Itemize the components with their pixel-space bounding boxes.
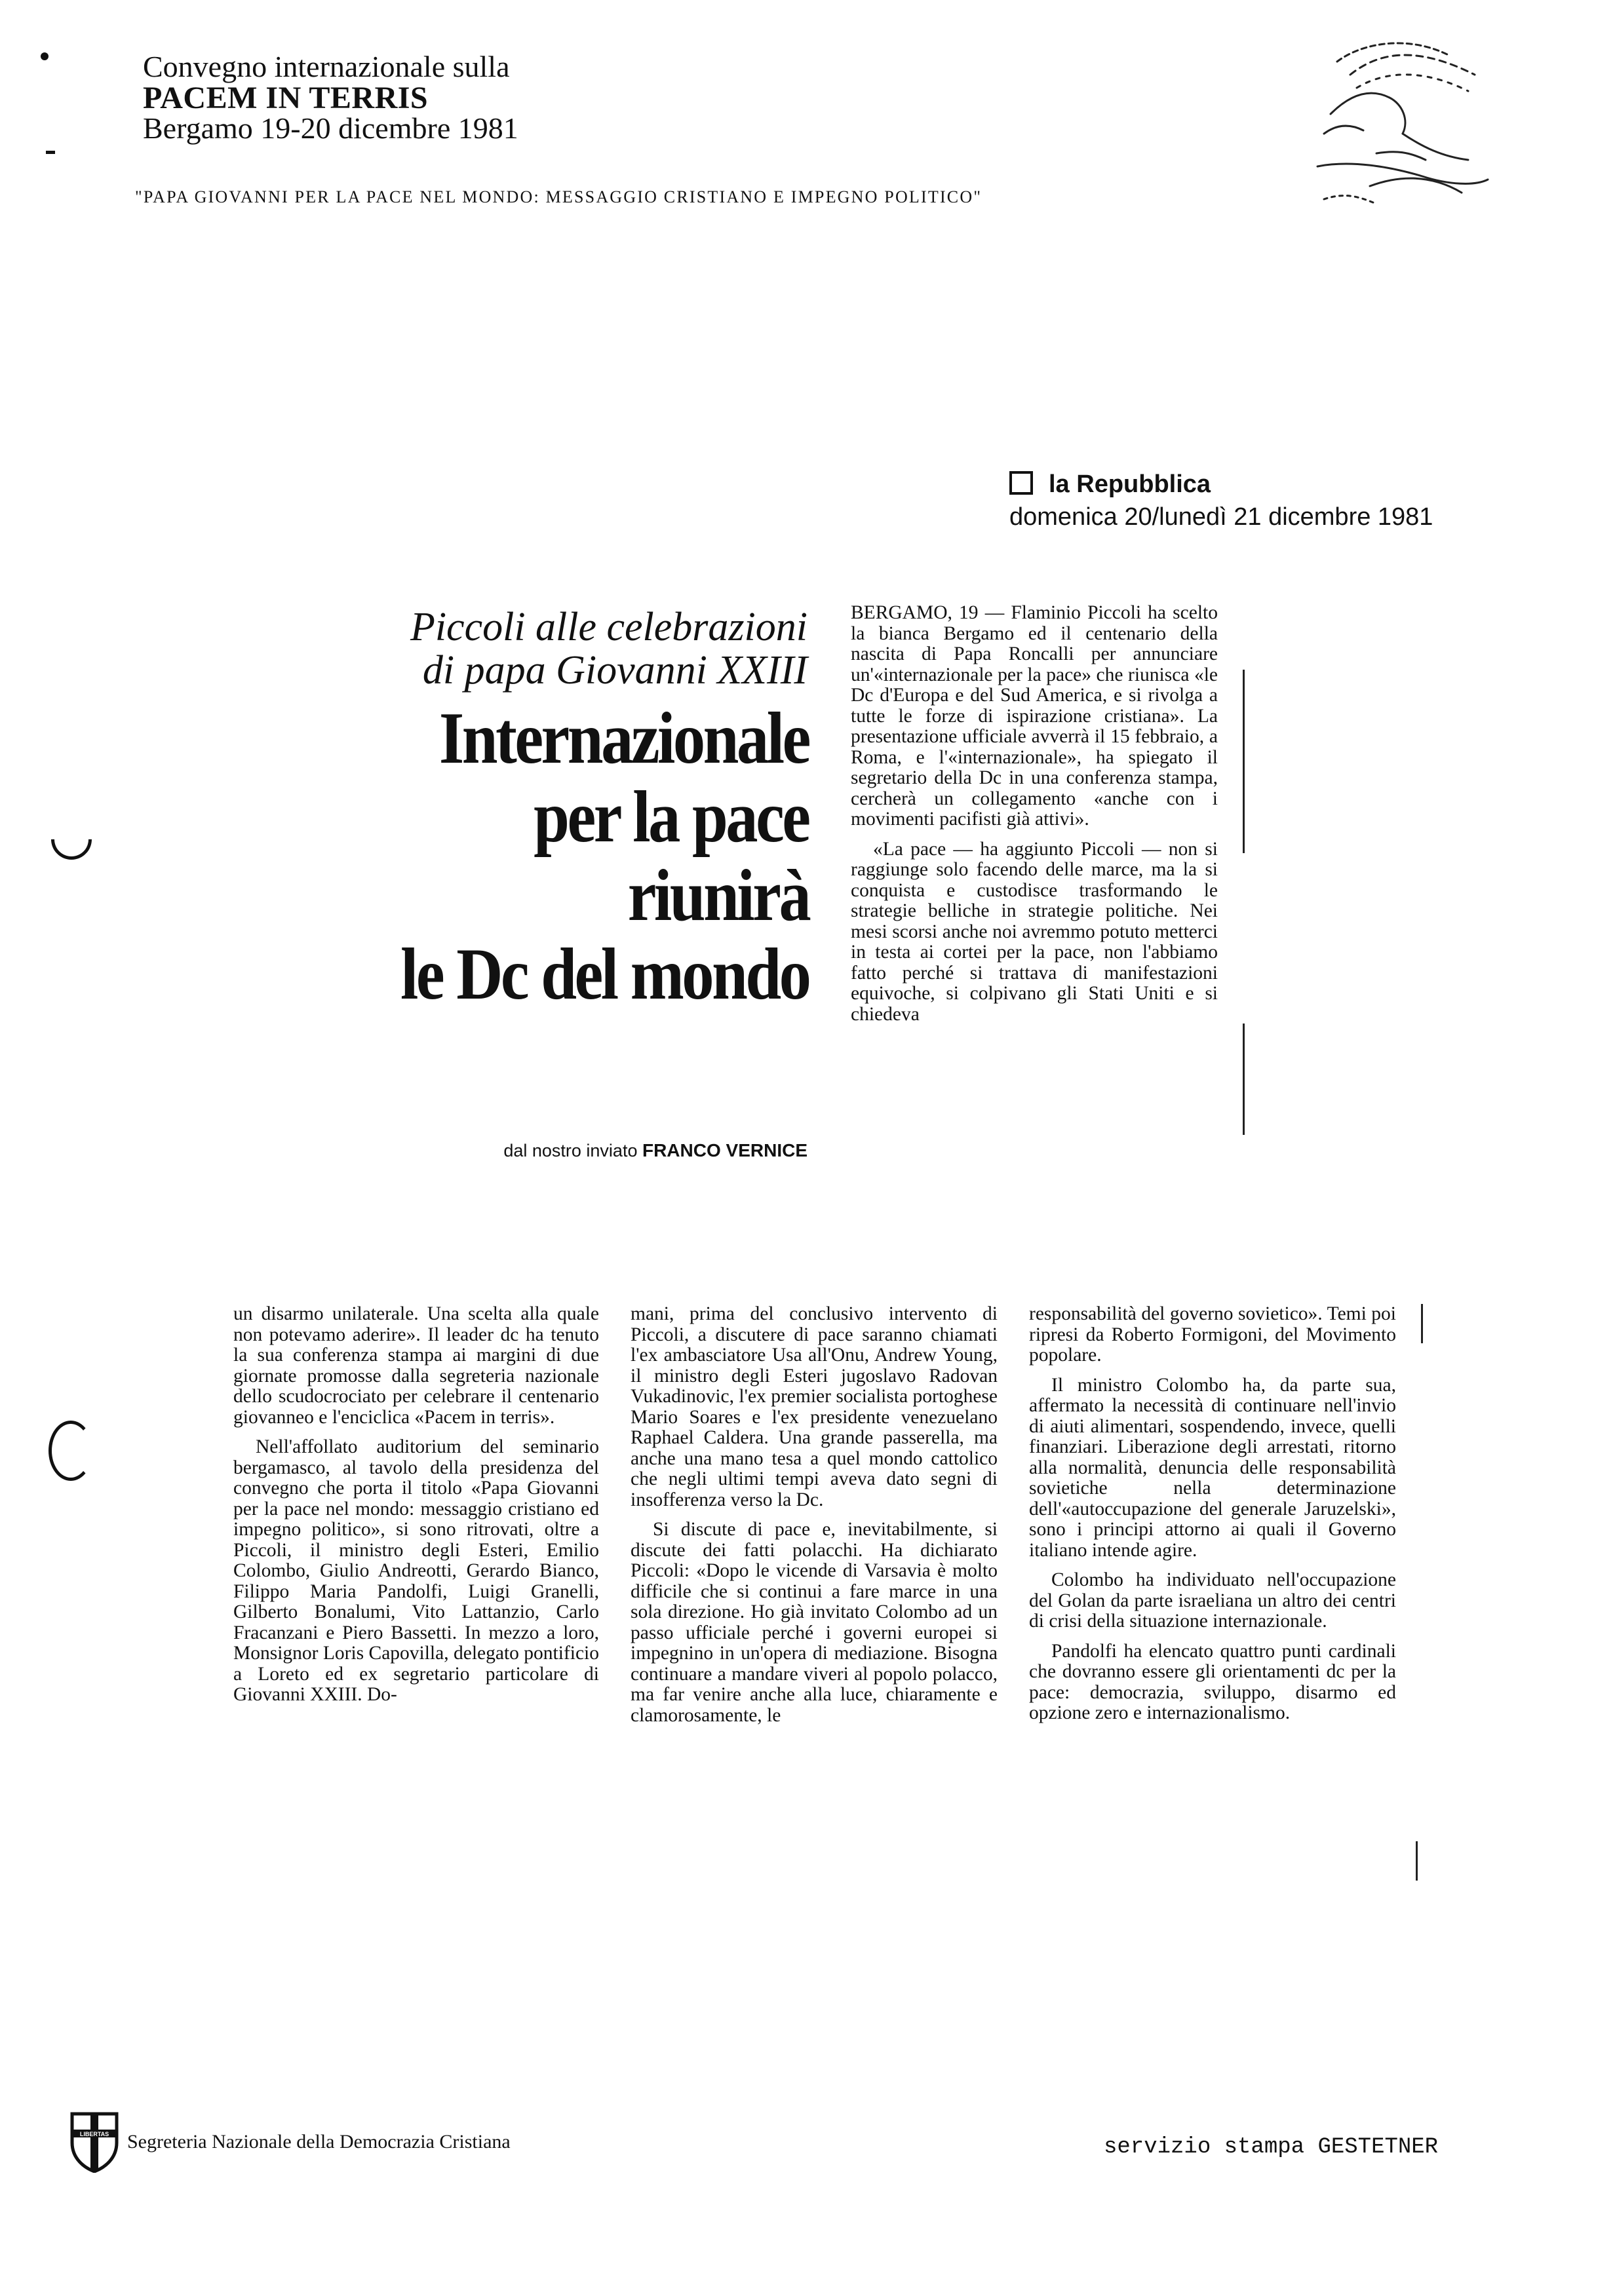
paragraph: Colombo ha individuato nell'occupazione del Golan da parte israeliana un altro dei centri di crisi della situazione internazionale. <box>1029 1569 1396 1632</box>
byline <box>503 1140 808 1161</box>
margin-mark <box>1416 1841 1418 1881</box>
paragraph: un disarmo unilaterale. Una scelta alla quale non potevamo aderire». Il leader dc ha tenuto la sua conferenza stampa ai margini di due giornate promosse dalla segreteria nazionale dello scudocrociato per celebrare il centenario giovanneo e l'enciclica «Pacem in terris». <box>233 1303 599 1428</box>
margin-mark <box>1243 1024 1245 1135</box>
footer-service: servizio stampa GESTETNER <box>1104 2135 1439 2160</box>
margin-mark <box>1421 1304 1423 1343</box>
conference-subtitle: "PAPA GIOVANNI PER LA PACE NEL MONDO: MESSAGGIO CRISTIANO E IMPEGNO POLITICO" <box>135 187 983 206</box>
shield-cross-logo-icon <box>68 2110 121 2173</box>
punch-hole-mark <box>43 811 100 868</box>
conference-place-date: Bergamo 19-20 dicembre 1981 <box>143 111 518 145</box>
paragraph: «La pace — ha aggiunto Piccoli — non si raggiunge solo facendo delle marce, ma la si conquista e custodisce trasformando le strategie belliche in strategie politiche. Nei mesi scorsi anche noi avremmo potuto metterci in testa ai cortei per la pace, non l'abbiamo fatto perché si trattava di manifestazioni equivoche, si colpivano gli Stati Uniti e si chiedeva <box>851 838 1218 1025</box>
punch-hole-mark <box>49 1421 93 1481</box>
margin-mark <box>1243 670 1245 853</box>
kicker-line-1: Piccoli alle celebrazioni <box>410 605 808 649</box>
headline-line-3: riunirà <box>627 855 809 936</box>
paragraph: BERGAMO, 19 — Flaminio Piccoli ha scelto la bianca Bergamo ed il centenario della nascita di Papa Roncalli per annunciare un'«internazionale per la pace» che riunisca «le Dc d'Europa e del Sud America, e si rivolga a tutte le forze di ispirazione cristiana». La presentazione ufficiale avverrà il 15 febbraio, a Roma, e l'«internazionale», ha spiegato il segretario della Dc in una conferenza stampa, cercherà un collegamento «anche con i movimenti pacifisti già attivi». <box>851 602 1218 830</box>
paragraph: mani, prima del conclusivo intervento di Piccoli, a discutere di pace saranno chiamati l'ex ambasciatore Usa all'Onu, Andrew Young, il ministro degli Esteri jugoslavo Radovan Vukadinovic, l'ex premier socialista portoghese Mario Soares e l'ex presidente venezuelano Raphael Caldera. Una grande passerella, ma anche una mano tesa a quel mondo cattolico che negli ultimi tempi aveva dato segni di insofferenza verso la Dc. <box>631 1303 998 1510</box>
footer-organization: Segreteria Nazionale della Democrazia Cristiana <box>127 2131 511 2152</box>
headline-line-1: Internazionale <box>439 698 809 779</box>
paragraph: Pandolfi ha elencato quattro punti cardinali che dovranno essere gli orientamenti dc per la pace: democrazia, sviluppo, disarmo ed opzione zero e internazionalismo. <box>1029 1640 1396 1723</box>
byline-author: FRANCO VERNICE <box>642 1140 808 1160</box>
newspaper-date: domenica 20/lunedì 21 dicembre 1981 <box>1009 503 1433 531</box>
newspaper-name: la Repubblica <box>1049 470 1211 498</box>
conference-name: PACEM IN TERRIS <box>143 81 429 115</box>
paragraph: Si discute di pace e, inevitabilmente, si discute dei fatti polacchi. Ha dichiarato Piccoli: «Dopo le vicende di Varsavia è molto difficile che si continui a fare marce in una sola direzione. Ho già invitato Colombo ad un passo ufficiale perché i governi europei si impegnino in un'opera di mediazione. Bisogna continuare a mandare viveri al popolo polacco, ma far venire anche alla luce, chiaramente e clamorosamente, le <box>631 1519 998 1726</box>
headline-line-4: le Dc del mondo <box>400 934 809 1015</box>
article-column-3 <box>631 1304 998 1726</box>
paragraph: Nell'affollato auditorium del seminario bergamasco, al tavolo della presidenza del convegno che porta il titolo «Papa Giovanni per la pace nel mondo: messaggio cristiano ed impegno politico», si sono ritrovati, oltre a Piccoli, il ministro degli Esteri, Emilio Colombo, Giulio Andreotti, Gerardo Bianco, Filippo Maria Pandolfi, Luigi Granelli, Gilberto Bonalumi, Vito Lattanzio, Carlo Fracanzani e Piero Bassetti. In mezzo a loro, Monsignor Loris Capovilla, delegato pontificio a Loreto ed ex segretario particolare di Giovanni XXIII. Do- <box>233 1436 599 1705</box>
byline-prefix: dal nostro inviato <box>503 1141 638 1160</box>
dove-icon <box>1311 35 1494 212</box>
newspaper-masthead <box>1009 470 1211 499</box>
masthead-box-icon <box>1009 471 1033 495</box>
headline-line-2: per la pace <box>534 776 809 858</box>
article-column-1 <box>851 603 1218 1025</box>
article-column-4 <box>1029 1304 1396 1724</box>
conference-title-line: Convegno internazionale sulla <box>143 50 510 83</box>
logo-text: LIBERTAS <box>79 2131 109 2137</box>
scan-dash <box>46 151 55 154</box>
paragraph: Il ministro Colombo ha, da parte sua, affermato la necessità di continuare nell'invio di aiuti alimentari, sospendendo, invece, quelli finanziari. Liberazione degli arrestati, ritorno alla normalità, denuncia delle responsabilità sovietiche nella determinazione dell'«autoccupazione del generale Jaruzelski», sono i principi attorno ai quali il Governo italiano intende agire. <box>1029 1374 1396 1561</box>
paragraph: responsabilità del governo sovietico». Temi poi ripresi da Roberto Formigoni, del Movimento popolare. <box>1029 1303 1396 1366</box>
kicker-line-2: di papa Giovanni XXIII <box>422 648 808 693</box>
article-column-2 <box>233 1304 599 1706</box>
scan-dot <box>41 52 49 60</box>
